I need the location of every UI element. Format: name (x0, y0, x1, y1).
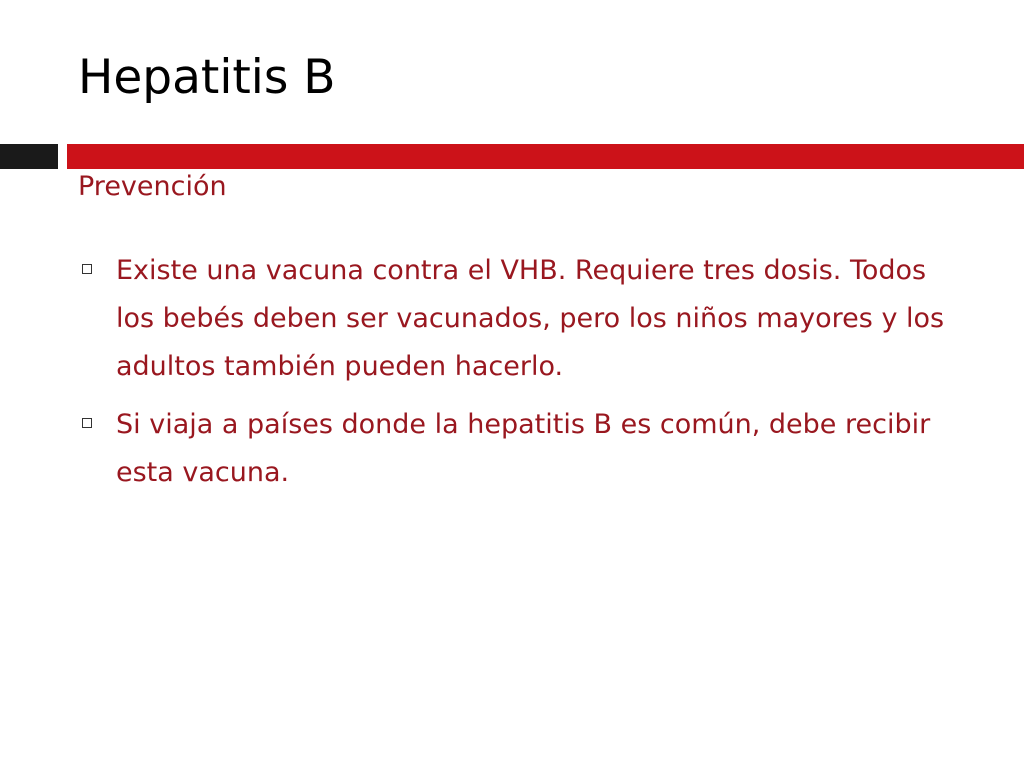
bullet-text: Si viaja a países donde la hepatitis B es común, debe recibir esta vacuna. (116, 409, 931, 488)
bullet-item (78, 401, 958, 497)
hollow-square-bullet-icon (82, 418, 92, 428)
title-divider-dark-block (0, 144, 58, 169)
title-divider-red-bar (67, 144, 1024, 169)
bullet-text: Existe una vacuna contra el VHB. Requiere tres dosis. Todos los bebés deben ser vacunados, pero los niños mayores y los adultos también pueden hacerlo. (116, 255, 945, 382)
slide-title: Hepatitis B (78, 50, 336, 105)
section-heading: Prevención (78, 171, 227, 202)
hollow-square-bullet-icon (82, 264, 92, 274)
bullet-list (78, 247, 958, 507)
bullet-item (78, 247, 958, 391)
